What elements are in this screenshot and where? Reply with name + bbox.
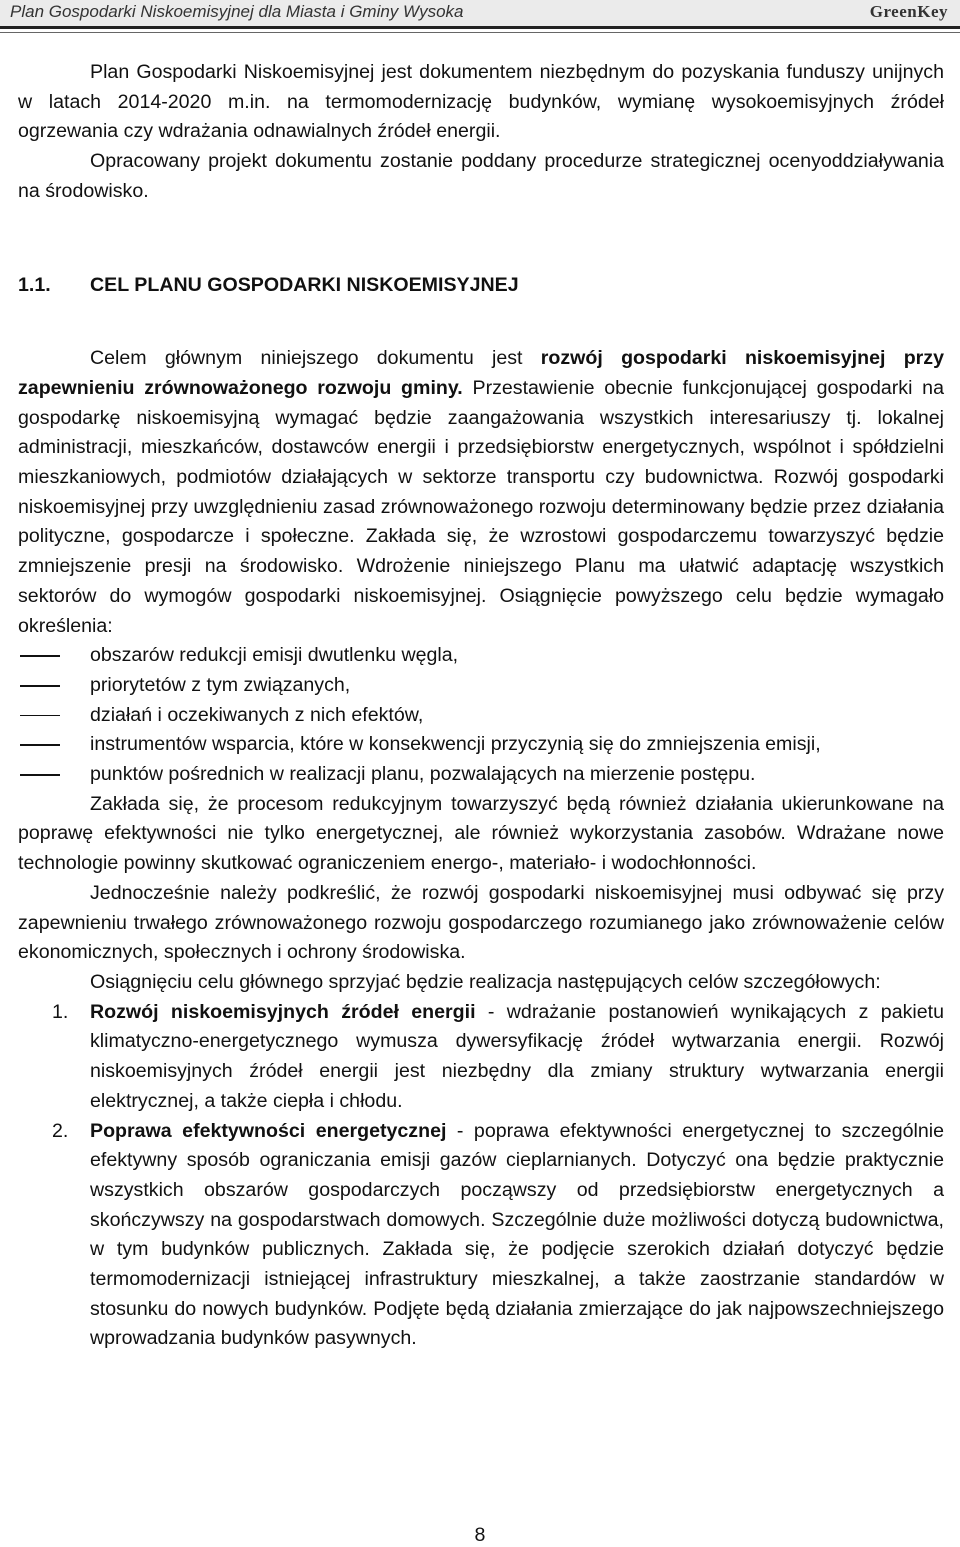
main-goal-rest: Przestawienie obecnie funkcjonującej gospodarki na gospodarkę niskoemisyjną wymagać będzie zaangażowania wszystkich interesariuszy tj. lokalnej administracji, mieszkańców, dostawców energii i przedsiębiorstw energetycznych, wspólnot i spółdzielni mieszkaniowych, podmiotów działających w sektorze transportu czy budownictwa. Rozwój gospodarki niskoemisyjnej przy uwzględnieniu zasad zrównoważonego rozwoju determinowany będzie przez działania polityczne, gospodarcze i społeczne. Zakłada się, że wzrostowi gospodarczemu towarzyszyć będzie zmniejszenie presji na środowisko. Wdrożenie niniejszego Planu ma ułatwić adaptację wszystkich sektorów do wymogów gospodarki niskoemisyjnej. Osiągnięcie powyższego celu będzie wymagało określenia: [18, 376, 944, 637]
dash-bullet-icon [20, 744, 60, 746]
page-header [0, 0, 960, 29]
goal-title: Rozwój niskoemisyjnych źródeł energii [90, 1000, 476, 1023]
header-brand-logo: GreenKey [869, 2, 948, 21]
paragraph: Jednocześnie należy podkreślić, że rozwój gospodarki niskoemisyjnej musi odbywać się przy zapewnieniu trwałego zrównoważonego rozwoju gospodarczego rozumianego jako zrównoważenie celów ekonomicznych, społecznych i ochrony środowiska. [18, 881, 944, 964]
main-goal-bold: rozwój gospodarki niskoemisyjnej przy zapewnieniu zrównoważonego rozwoju gminy. [18, 347, 944, 399]
document-body [18, 58, 944, 1354]
section-heading [18, 271, 944, 301]
paragraph: Osiągnięciu celu głównego sprzyjać będzie realizacja następujących celów szczegółowych: [90, 970, 881, 993]
header-title: Plan Gospodarki Niskoemisyjnej dla Miasta i Gminy Wysoka [10, 2, 464, 21]
paragraph: Zakłada się, że procesom redukcyjnym towarzyszyć będą również działania ukierunkowane na poprawę efektywności nie tylko energetycznej, ale również wykorzystania zasobów. Wdrażane nowe technologie powinny skutkować ograniczeniem energo-, materiało- i wodochłonności. [18, 792, 944, 875]
list-item: punktów pośrednich w realizacji planu, pozwalających na mierzenie postępu. [18, 760, 944, 790]
section-title: CEL PLANU GOSPODARKI NISKOEMISYJNEJ [90, 273, 519, 296]
main-goal-lead: Celem głównym niniejszego dokumentu jest [90, 347, 541, 370]
section-number: 1.1. [18, 273, 51, 296]
goal-title: Poprawa efektywności energetycznej [90, 1119, 447, 1142]
goal-text: - poprawa efektywności energetycznej to szczególnie efektywny sposób ograniczania emisji gazów cieplarnianych. Dotyczyć ona będzie praktycznie wszystkich obszarów gospodarczych począwszy od przedsiębiorstw energetycznych a skończywszy na gospodarstwach domowych. Szczególnie duże możliwości dotyczą budownictwa, w tym budynków publicznych. Zakłada się, że podjęcie szerokich działań dotyczyć będzie termomodernizacji istniejącej infrastruktury mieszkalnej, a także zaostrzanie standardów w stosunku do nowych budynków. Podjęte będą działania zmierzające do jak najpowszechniejszego wprowadzania budynków pasywnych. [90, 1119, 944, 1350]
goal-number: 1. [52, 1000, 69, 1023]
list-item: obszarów redukcji emisji dwutlenku węgla, [18, 641, 944, 671]
intro-paragraph-2: Opracowany projekt dokumentu zostanie poddany procedurze strategicznej ocenyoddziaływania na środowisko. [18, 150, 944, 202]
intro-paragraph: Plan Gospodarki Niskoemisyjnej jest dokumentem niezbędnym do pozyskania funduszy unijnych w latach 2014-2020 m.in. na termomodernizację budynków, wymianę wysokoemisyjnych źródeł ogrzewania czy wdrażania odnawialnych źródeł energii. [18, 61, 944, 143]
goal-item [18, 1117, 944, 1355]
goal-number: 2. [52, 1119, 69, 1142]
page-number: 8 [474, 1524, 486, 1546]
dash-bullet-icon [20, 715, 60, 717]
dash-bullet-icon [20, 685, 60, 687]
goal-item [18, 998, 944, 1117]
dash-bullet-icon [20, 655, 60, 657]
header-divider [0, 32, 960, 33]
list-item: instrumentów wsparcia, które w konsekwencji przyczynią się do zmniejszenia emisji, [18, 730, 944, 760]
requirements-list [18, 641, 944, 790]
list-item: działań i oczekiwanych z nich efektów, [18, 701, 944, 731]
goal-text: - wdrażanie postanowień wynikających z pakietu klimatyczno-energetycznego wymusza dywersyfikację źródeł wytwarzania energii. Rozwój niskoemisyjnych źródeł energii jest niezbędny dla zmiany struktury wytwarzania energii elektrycznej, a także ciepła i chłodu. [90, 1000, 944, 1112]
list-item: priorytetów z tym związanych, [18, 671, 944, 701]
specific-goals-list [18, 998, 944, 1354]
main-goal-paragraph [18, 344, 944, 641]
dash-bullet-icon [20, 774, 60, 776]
